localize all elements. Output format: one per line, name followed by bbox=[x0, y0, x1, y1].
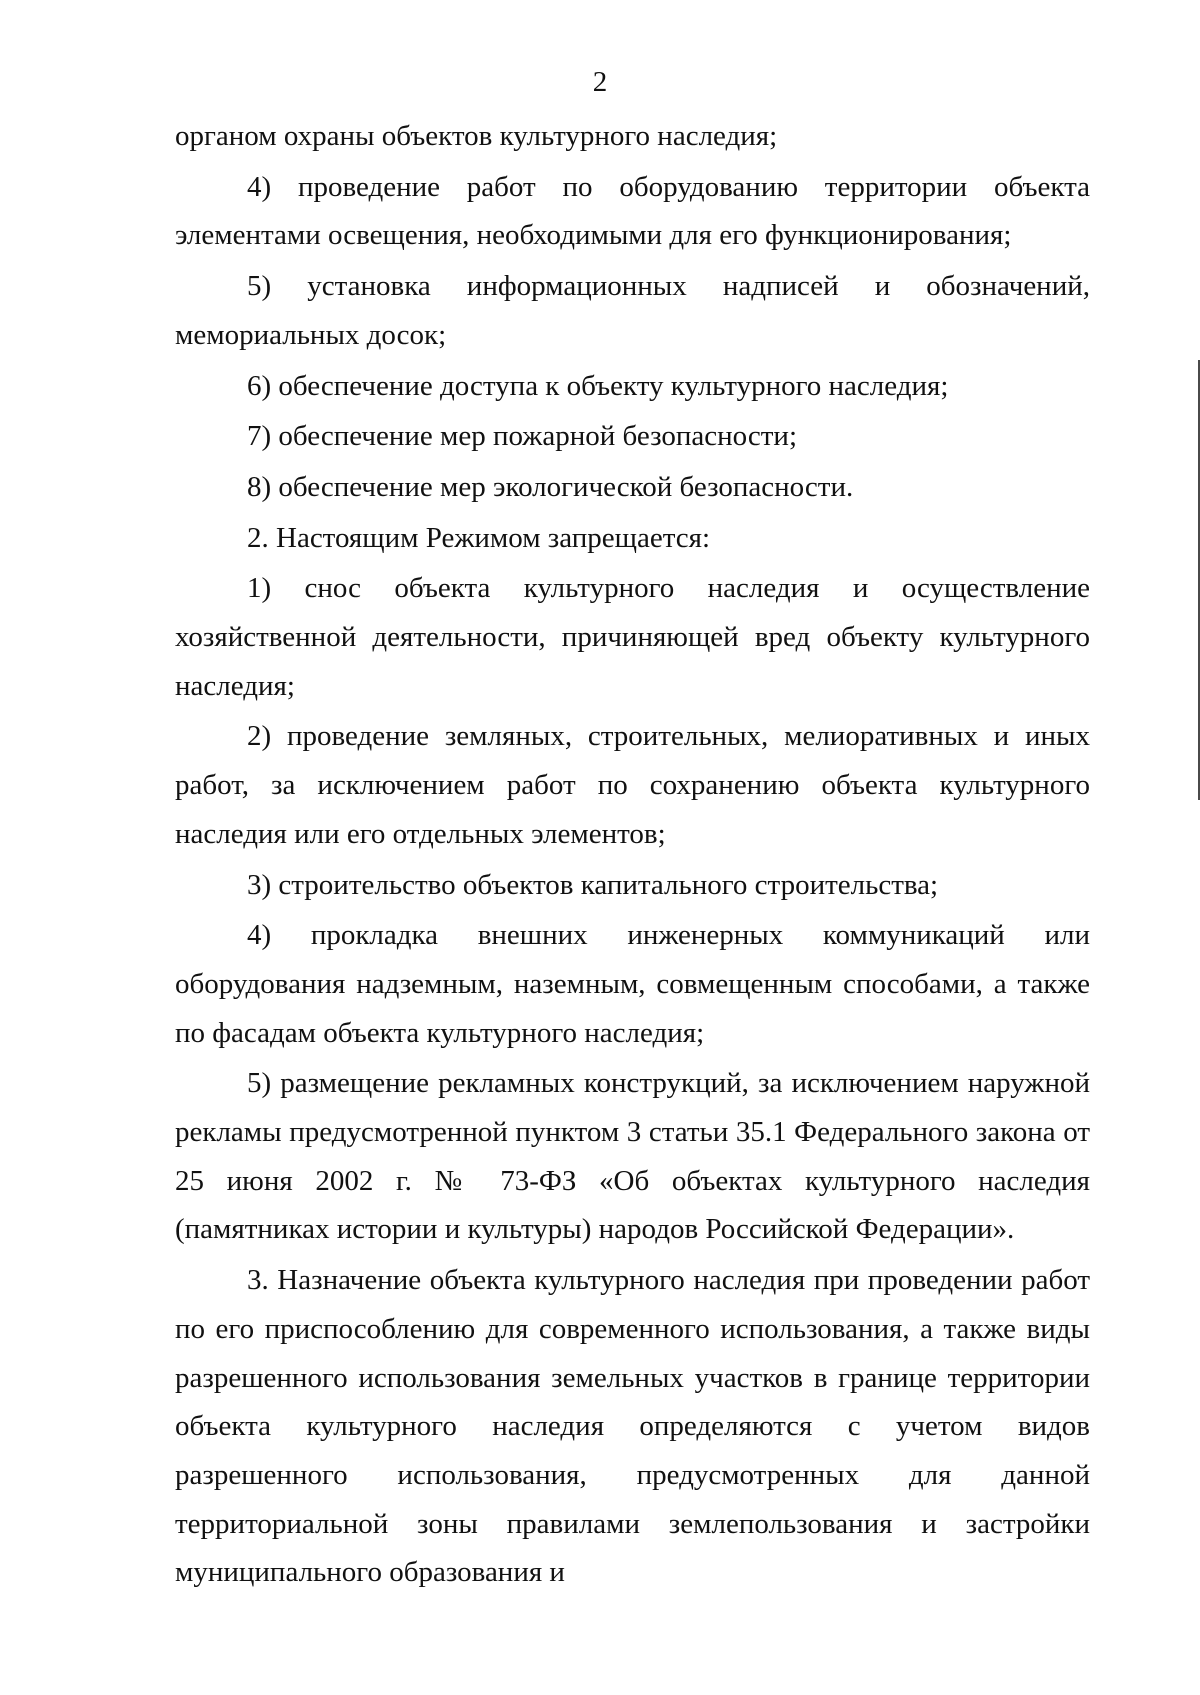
paragraph-prohibition-4-utilities: 4) прокладка внешних инженерных коммуникаций или оборудования надземным, наземным, совмещенным способами, а также по фасадам объекта культурного наследия; bbox=[175, 919, 1090, 1049]
paragraph-item-8-ecology: 8) обеспечение мер экологической безопасности. bbox=[247, 470, 854, 503]
paragraph-prohibition-1-demolition: 1) снос объекта культурного наследия и осуществление хозяйственной деятельности, причиняющей вред объекту культурного наследия; bbox=[175, 572, 1090, 702]
section-2-heading: 2. Настоящим Режимом запрещается: bbox=[247, 521, 710, 554]
paragraph-continuation: органом охраны объектов культурного наследия; bbox=[175, 120, 778, 152]
paragraph-item-6-access: 6) обеспечение доступа к объекту культурного наследия; bbox=[247, 369, 949, 402]
page-number: 2 bbox=[592, 66, 608, 98]
section-3-paragraph: 3. Назначение объекта культурного наследия при проведении работ по его приспособлению для современного использования, а также виды разрешенного использования земельных участков в границе территории объекта культурного наследия определяются с учетом видов разрешенного использования, предусмотренных для данной территориальной зоны правилами землепользования и застройки муниципального образования и bbox=[175, 1264, 1090, 1589]
paragraph-prohibition-5-advertising: 5) размещение рекламных конструкций, за исключением наружной рекламы предусмотренной пунктом 3 статьи 35.1 Федерального закона от 25 июня 2002 г. № 73-ФЗ «Об объектах культурного наследия (памятниках истории и культуры) народов Российской Федерации». bbox=[175, 1067, 1090, 1246]
paragraph-item-7-fire-safety: 7) обеспечение мер пожарной безопасности; bbox=[247, 420, 798, 453]
paragraph-prohibition-2-earthworks: 2) проведение земляных, строительных, мелиоративных и иных работ, за исключением работ по сохранению объекта культурного наследия или его отдельных элементов; bbox=[175, 720, 1090, 850]
paragraph-item-5-signs: 5) установка информационных надписей и обозначений, мемориальных досок; bbox=[175, 270, 1090, 351]
document-body bbox=[175, 112, 1090, 1597]
paragraph-item-4-lighting: 4) проведение работ по оборудованию территории объекта элементами освещения, необходимыми для его функционирования; bbox=[175, 170, 1090, 252]
paragraph-prohibition-3-construction: 3) строительство объектов капитального строительства; bbox=[247, 868, 939, 901]
